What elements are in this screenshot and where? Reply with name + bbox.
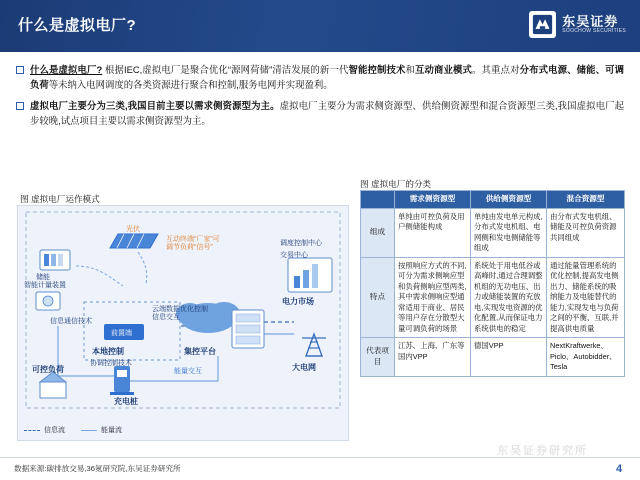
table-col-2: 供给侧资源型 <box>471 191 547 209</box>
company-logo <box>529 11 626 38</box>
bullet-list <box>16 62 624 134</box>
legend-info-flow <box>24 425 65 435</box>
page-title: 什么是虚拟电厂? <box>18 17 137 34</box>
cell-features-mixed: 通过能量管理系统的优化控制,提高发电侧出力、储能系统的吸纳能力及电能替代的能力,实现发电与负荷之间的平衡、互联,并提高供电质量 <box>547 257 625 338</box>
bullet-1-seg-1: 根据IEC,虚拟电厂是聚合优化“源网荷储”清洁发展的新一代 <box>105 64 349 75</box>
bullet-item <box>16 62 624 92</box>
bullet-2-seg-0: 虚拟电厂主要分为三类,我国目前主要以需求侧资源型为主。 <box>30 100 280 111</box>
slide-footer <box>0 457 640 480</box>
soochow-logo-icon <box>529 11 556 38</box>
bullet-1-seg-6: 分布式电源、储能、可调负荷 <box>30 64 624 90</box>
cell-projects-supply: 德国VPP <box>471 338 547 377</box>
label-storage: 储能 <box>36 274 50 281</box>
legend-energy-flow <box>81 425 122 435</box>
bullet-2-text <box>30 98 624 128</box>
cell-features-supply: 系统处于用电低谷或高峰时,通过合理调整机组的无功电压、出力或储能装置的充放电,实现发电资源的优化配置,从而保证电力系统供电的稳定 <box>471 257 547 338</box>
source-note: 数据来源:碳排放交易,36氪研究院,东吴证券研究所 <box>14 464 181 473</box>
cell-features-demand: 按照响应方式的不同,可分为需求侧响应型和负荷侧响应型两类,其中需求侧响应型通常适用于商业、居民等用户存在分散型大量可调负荷的场景 <box>395 257 471 338</box>
label-dispatch-center: 调度控制中心 <box>280 240 322 247</box>
bullet-1-seg-5: 。其重点对 <box>472 64 520 75</box>
row-label-features: 特点 <box>361 257 395 338</box>
table-row <box>361 257 625 338</box>
watermark-text: 东吴证券研究所 <box>497 445 588 457</box>
label-coordinated-control: 协调控制技术 <box>90 360 132 367</box>
label-ev-charging: 充电桩 <box>114 397 138 406</box>
legend-info-label: 信息流 <box>44 427 65 434</box>
label-aggregation-platform: 集控平台 <box>184 347 216 356</box>
dashed-line-icon <box>24 430 40 431</box>
cell-projects-mixed: NextKraftwerke、Piclo、Autobidder、Tesla <box>547 338 625 377</box>
label-trading-center: 交易中心 <box>280 252 308 259</box>
label-local-control: 本地控制 <box>92 347 124 356</box>
bullet-1-seg-0: 什么是虚拟电厂? <box>30 64 103 75</box>
figure-left-caption: 图 虚拟电厂运作模式 <box>20 194 100 204</box>
figure-right-caption: 图 虚拟电厂的分类 <box>360 179 432 189</box>
logo-company-cn: 东吴证券 <box>562 13 619 29</box>
bullet-1-seg-4: 互动商业模式 <box>415 64 473 75</box>
label-interactive-terminal: 互动终端“厂家”可调节负荷“信号” <box>166 236 220 251</box>
label-energy-interaction: 能量交互 <box>174 368 202 375</box>
table-col-0 <box>361 191 395 209</box>
cell-composition-demand: 单纯由可控负荷及用户侧储能构成 <box>395 208 471 257</box>
page-number: 4 <box>615 463 623 475</box>
row-label-projects: 代表项目 <box>361 338 395 377</box>
cell-composition-supply: 单纯由发电单元构成,分布式发电机组、电网侧和发电侧储能等组成 <box>471 208 547 257</box>
bullet-2-seg-1: 虚拟电厂主要分为需求侧资源型、供给侧资源型和混合资源型三类,我国虚拟电厂起步较晚,试点项目主要以需求侧资源型为主。 <box>30 100 625 126</box>
label-cloud: 云端数据优化控制信息交互 <box>152 306 208 321</box>
bullet-item <box>16 98 624 128</box>
figure-left <box>17 205 349 441</box>
bullet-1-seg-7: 等未纳入电网调度的各类资源进行聚合和控制,服务电网并实现盈利。 <box>48 79 333 90</box>
table-row <box>361 208 625 257</box>
table-row <box>361 338 625 377</box>
row-label-composition: 组成 <box>361 208 395 257</box>
label-solar: 光伏 <box>126 226 140 233</box>
label-smart-meter: 智能计量装置 <box>24 282 66 289</box>
bullet-1-text <box>30 62 624 92</box>
figure-left-legend <box>24 425 122 435</box>
label-adjustable-load: 可控负荷 <box>32 365 64 374</box>
solid-line-icon <box>81 430 97 431</box>
label-info-comm: 信息通信技术 <box>50 318 92 325</box>
table-col-1: 需求侧资源型 <box>395 191 471 209</box>
bullet-1-seg-3: 和 <box>405 64 415 75</box>
bullet-square-icon <box>16 66 24 74</box>
vpp-classification-table <box>360 190 625 377</box>
bullet-square-icon <box>16 102 24 110</box>
label-front-end: 前置端 <box>106 326 137 340</box>
cell-composition-mixed: 由分布式发电机组、储能及可控负荷资源共同组成 <box>547 208 625 257</box>
logo-company-en: SOOCHOW SECURITIES <box>562 27 626 34</box>
slide-header <box>0 0 640 52</box>
bullet-1-seg-2: 智能控制技术 <box>348 64 406 75</box>
label-electricity-market: 电力市场 <box>282 297 314 306</box>
table-header-row <box>361 191 625 209</box>
label-power-grid: 大电网 <box>292 363 316 372</box>
legend-energy-label: 能量流 <box>101 427 122 434</box>
table-col-3: 混合资源型 <box>547 191 625 209</box>
cell-projects-demand: 江苏、上海、广东等国内VPP <box>395 338 471 377</box>
